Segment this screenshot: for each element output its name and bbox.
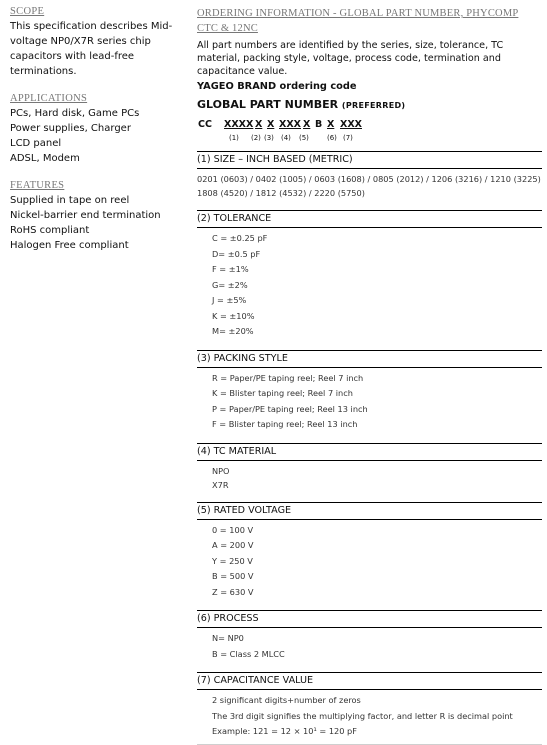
section-heading: (4) TC MATERIAL: [197, 443, 542, 461]
features-section: [10, 180, 180, 253]
section-line: NPO: [212, 465, 230, 476]
section-line: A = 200 V: [212, 540, 254, 550]
application-item: LCD panel: [10, 138, 62, 149]
process-section: [197, 610, 542, 666]
code-token: X: [327, 119, 335, 130]
application-item: Power supplies, Charger: [10, 123, 131, 134]
section-line: X7R: [212, 479, 229, 490]
section-body: [197, 461, 542, 496]
applications-heading: APPLICATIONS: [10, 93, 88, 104]
section-line: 1808 (4520) / 1812 (4532) / 2220 (5750): [197, 188, 365, 198]
feature-item: Halogen Free compliant: [10, 240, 129, 251]
section-line: 0 = 100 V: [212, 524, 254, 535]
section-line: F = ±1%: [212, 264, 249, 274]
left-column: [10, 6, 180, 267]
code-index: (2): [251, 134, 261, 142]
section-line: J = ±5%: [212, 295, 247, 305]
section-line: Z = 630 V: [212, 586, 254, 597]
code-token: X: [267, 119, 275, 130]
section-line: C = ±0.25 pF: [212, 233, 268, 243]
global-part-number-title: [197, 97, 542, 113]
code-token: X: [303, 119, 311, 130]
applications-section: [10, 93, 180, 166]
section-line: G= ±2%: [212, 279, 248, 290]
scope-section: [10, 6, 180, 79]
ctc-12nc-heading: CTC & 12NC: [197, 23, 258, 34]
code-token: B: [315, 119, 323, 130]
part-number-code: [197, 119, 542, 145]
tc-material-section: [197, 443, 542, 496]
section-line: P = Paper/PE taping reel; Reel 13 inch: [212, 403, 368, 414]
code-token: X: [255, 119, 263, 130]
code-token: XXXX: [224, 119, 254, 130]
section-line: 0201 (0603) / 0402 (1005) / 0603 (1608) / 0805 (2012) / 1206 (3216) / 1210 (3225): [197, 174, 541, 184]
intro-text: All part numbers are identified by the series, size, tolerance, TC material, packing style, voltage, process code, termination and capacitance value.: [197, 40, 504, 77]
section-heading: (3) PACKING STYLE: [197, 350, 542, 368]
section-line: R = Paper/PE taping reel; Reel 7 inch: [212, 372, 364, 383]
brand-ordering-code: YAGEO BRAND ordering code: [197, 81, 357, 92]
section-line: Example: 121 = 12 × 10¹ = 120 pF: [212, 726, 357, 736]
feature-item: Supplied in tape on reel: [10, 195, 130, 206]
section-line: D= ±0.5 pF: [212, 248, 261, 259]
features-heading: FEATURES: [10, 180, 65, 191]
application-item: PCs, Hard disk, Game PCs: [10, 108, 140, 119]
feature-item: Nickel-barrier end termination: [10, 210, 161, 221]
section-heading: (2) TOLERANCE: [197, 210, 542, 228]
section-body: [197, 520, 542, 605]
section-line: K = Blister taping reel; Reel 7 inch: [212, 388, 353, 398]
scope-heading: SCOPE: [10, 6, 45, 17]
rated-voltage-section: [197, 502, 542, 605]
right-column: [197, 6, 542, 745]
section-body: [197, 690, 542, 745]
gpn-title-text: GLOBAL PART NUMBER: [197, 98, 339, 111]
section-line: K = ±10%: [212, 310, 255, 321]
code-index: (4): [281, 134, 291, 142]
feature-item: RoHS compliant: [10, 225, 90, 236]
code-index: (1): [229, 134, 239, 142]
section-body: [197, 368, 542, 437]
section-body: [197, 169, 542, 204]
section-body: [197, 228, 542, 344]
section-line: M= ±20%: [212, 326, 254, 336]
capacitance-value-section: [197, 672, 542, 745]
ordering-info-heading: ORDERING INFORMATION - GLOBAL PART NUMBER, PHYCOMP: [197, 8, 519, 19]
code-index: (6): [327, 134, 337, 142]
size-section: [197, 151, 542, 204]
section-line: Y = 250 V: [212, 555, 253, 566]
code-index: (3): [264, 134, 274, 142]
section-line: N= NP0: [212, 633, 244, 643]
tolerance-section: [197, 210, 542, 344]
section-line: B = 500 V: [212, 571, 254, 581]
gpn-preferred-tag: (PREFERRED): [341, 101, 406, 110]
code-index: (5): [299, 134, 309, 142]
code-index: (7): [343, 134, 353, 142]
packing-style-section: [197, 350, 542, 437]
scope-text: This specification describes Mid-voltage NP0/X7R series chip capacitors with lead-free terminations.: [10, 21, 173, 77]
section-heading: (6) PROCESS: [197, 610, 542, 628]
section-line: F = Blister taping reel; Reel 13 inch: [212, 419, 358, 429]
section-line: The 3rd digit signifies the multiplying factor, and letter R is decimal point: [212, 710, 513, 721]
section-line: 2 significant digits+number of zeros: [212, 695, 361, 705]
section-heading: (5) RATED VOLTAGE: [197, 502, 542, 520]
application-item: ADSL, Modem: [10, 153, 80, 164]
code-token: XXX: [340, 119, 362, 130]
code-token: XXX: [279, 119, 301, 130]
section-heading: (7) CAPACITANCE VALUE: [197, 672, 542, 690]
section-body: [197, 628, 542, 666]
section-line: B = Class 2 MLCC: [212, 648, 285, 659]
section-heading: (1) SIZE – INCH BASED (METRIC): [197, 151, 542, 169]
code-token: CC: [198, 119, 212, 130]
